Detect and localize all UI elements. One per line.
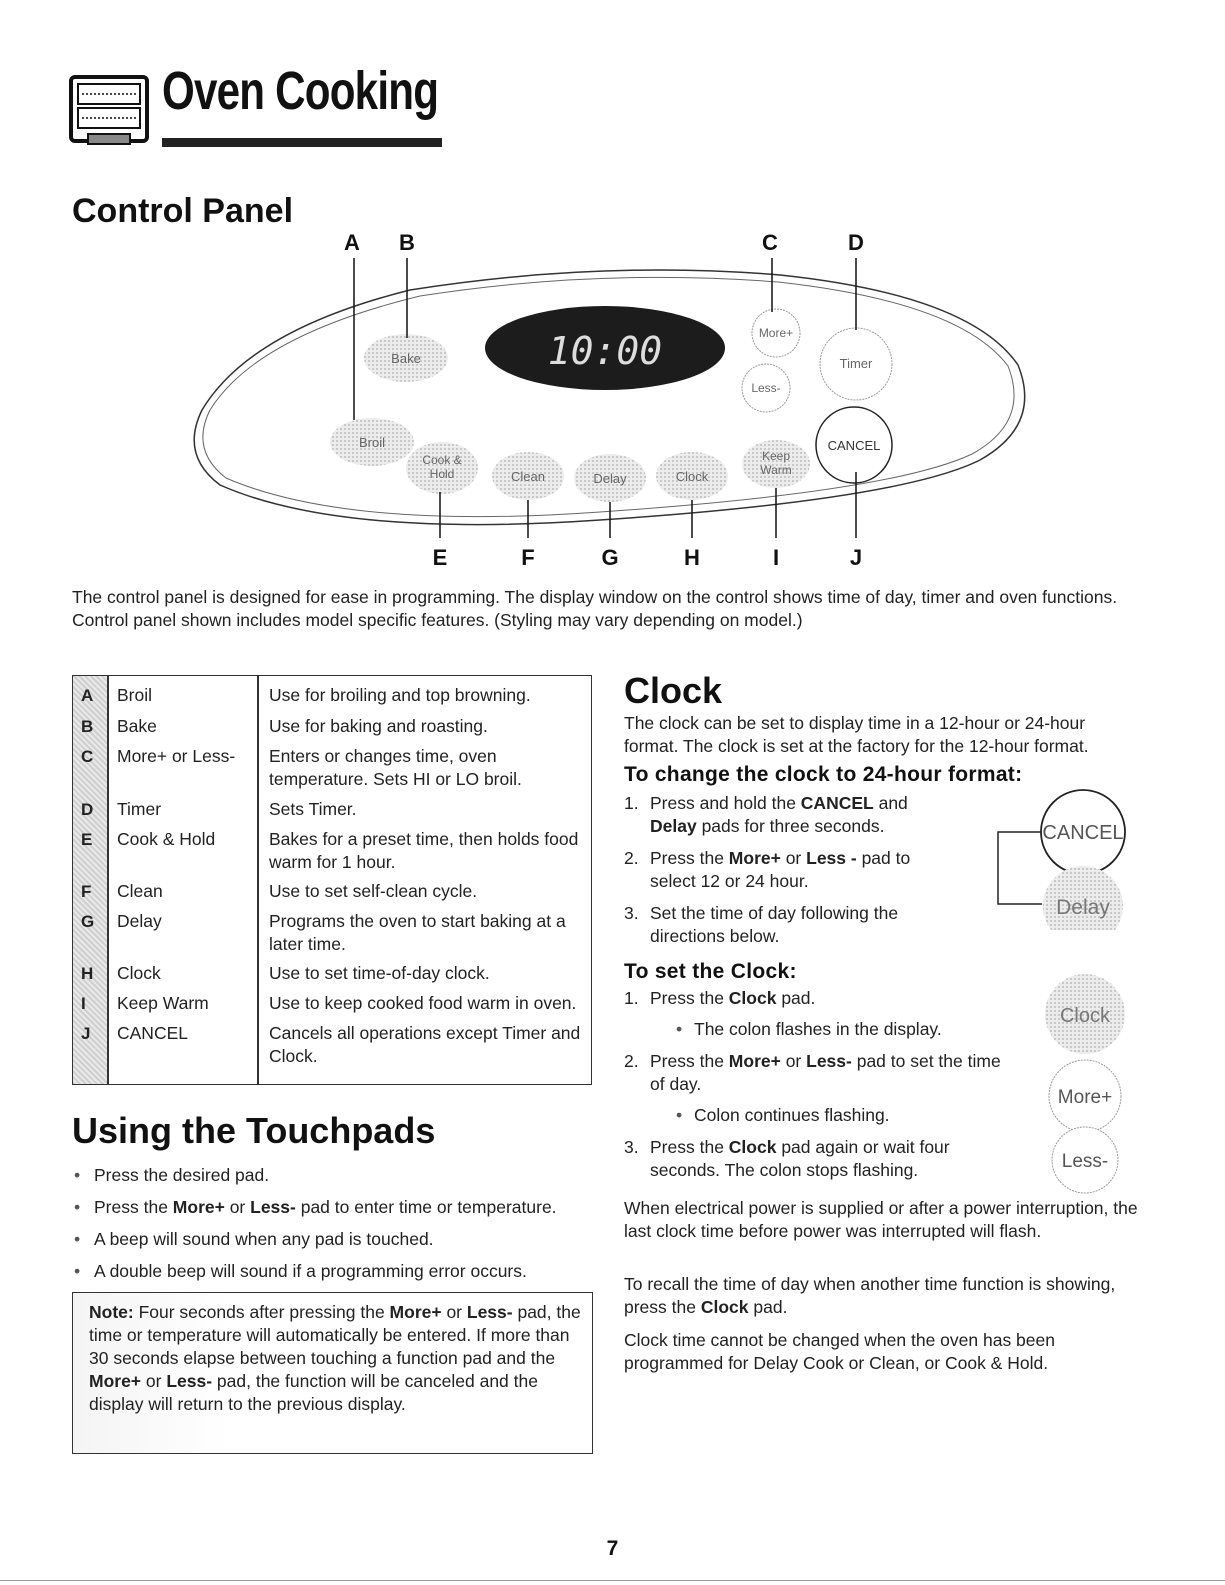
- list-item: • Press the desired pad.: [72, 1164, 602, 1196]
- change-24-heading: To change the clock to 24-hour format:: [624, 763, 1023, 786]
- list-item: 2. Press the More+ or Less- pad to set the time of day. • Colon continues flashing.: [624, 1050, 1004, 1127]
- list-item: 2. Press the More+ or Less - pad to select 12 or 24 hour.: [624, 848, 911, 891]
- callout-a: A: [344, 230, 360, 255]
- header-rule: [162, 138, 442, 147]
- clock-pad: [656, 452, 728, 500]
- svg-text:Delay: Delay: [593, 471, 627, 486]
- side-clock-label: Clock: [1059, 1005, 1111, 1027]
- side-cancel-label: CANCEL: [1042, 822, 1124, 844]
- clock-more-less-illustration: [1030, 970, 1140, 1195]
- callout-j: J: [849, 545, 863, 570]
- page-number: 7: [606, 1537, 619, 1560]
- callout-g: G: [601, 545, 619, 570]
- svg-text:More+: More+: [758, 326, 794, 340]
- more-pad: [752, 309, 800, 357]
- svg-text:Broil: Broil: [358, 435, 386, 450]
- keep-warm-pad: [742, 440, 810, 488]
- list-item: 1. Press the Clock pad. • The colon flashes in the display.: [624, 987, 1004, 1041]
- svg-text:Less-: Less-: [751, 381, 781, 395]
- delay-pad: [574, 454, 646, 502]
- svg-text:Clock: Clock: [675, 469, 709, 484]
- clock-paragraph: Clock time cannot be changed when the oven has been programmed for Delay Cook or Clean, or Cook & Hold.: [624, 1330, 1055, 1373]
- list-item: 3. Press the Clock pad again or wait four seconds. The colon stops flashing.: [624, 1137, 950, 1180]
- callout-h: H: [684, 545, 700, 570]
- side-more-label: More+: [1057, 1087, 1113, 1108]
- callout-f: F: [521, 545, 535, 570]
- svg-text:Keep: Keep: [761, 449, 791, 463]
- list-item: 1. Press and hold the CANCEL and Delay pads for three seconds.: [624, 793, 908, 836]
- control-panel-heading: Control Panel: [72, 192, 294, 230]
- bottom-rule: [0, 1580, 1225, 1581]
- svg-text:Bake: Bake: [391, 351, 421, 366]
- cancel-delay-illustration: [990, 780, 1140, 930]
- list-item: • A double beep will sound if a programming error occurs.: [72, 1260, 602, 1292]
- callout-i: I: [772, 545, 780, 570]
- cook-hold-pad: [406, 442, 478, 494]
- set-clock-steps: [624, 987, 1004, 1191]
- touchpads-heading: Using the Touchpads: [72, 1110, 436, 1151]
- list-item: • Press the More+ or Less- pad to enter time or temperature.: [72, 1196, 602, 1228]
- side-less-label: Less-: [1061, 1151, 1109, 1172]
- list-item: 3. Set the time of day following the directions below.: [624, 903, 899, 946]
- control-panel-diagram: [180, 220, 1040, 580]
- less-pad: [742, 364, 790, 412]
- svg-text:Warm: Warm: [760, 463, 792, 477]
- svg-text:Cook &: Cook &: [422, 453, 462, 467]
- svg-text:CANCEL: CANCEL: [827, 438, 881, 453]
- clock-paragraph: When electrical power is supplied or after a power interruption, the last clock time before power was interrupted will flash.: [624, 1198, 1138, 1241]
- feature-table: A Broil Use for broiling and top browning. B Bake Use for baking and roasting. C More+ or Less- Enters or changes time, oven temperature. Sets HI or LO broil. D Timer Sets Timer. E Cook & Hold Bakes for a preset time, then holds food warm for 1 hour. F Clean Use to set self-clean cycle. G Delay Programs the oven to start baking at a later time. H Clock Use to set time-of-day clock. I Keep Warm Use to keep cooked food warm in oven. J CANCEL Cancels all operations except Timer and Clock.: [72, 675, 592, 1085]
- oven-icon: [68, 74, 150, 150]
- broil-pad: [330, 418, 414, 466]
- callout-d: D: [848, 230, 864, 255]
- page-header-title: Oven Cooking: [162, 61, 439, 121]
- svg-text:Hold: Hold: [429, 467, 455, 481]
- panel-description: The control panel is designed for ease in programming. The display window on the control shows time of day, timer and oven functions. Control panel shown includes model specific features. (Styling may vary depending on model.): [72, 587, 1118, 630]
- clock-paragraph: To recall the time of day when another time function is showing, press the Clock pad.: [624, 1274, 1116, 1317]
- list-item: • A beep will sound when any pad is touched.: [72, 1228, 602, 1260]
- bake-pad: [364, 334, 448, 382]
- callout-b: B: [399, 230, 415, 255]
- svg-text:Timer: Timer: [839, 356, 873, 371]
- display-time: 10:00: [547, 329, 663, 373]
- clock-heading: Clock: [624, 670, 723, 711]
- callout-c: C: [762, 230, 778, 255]
- set-clock-heading: To set the Clock:: [624, 960, 797, 983]
- timer-pad: [820, 328, 892, 400]
- side-delay-label: Delay: [1056, 896, 1110, 919]
- touchpad-list: [72, 1164, 602, 1292]
- callout-e: E: [432, 545, 448, 570]
- cancel-pad: [816, 407, 892, 483]
- note-box: Note: Four seconds after pressing the More+ or Less- pad, the time or temperature will automatically be entered. If more than 30 seconds elapse between touching a function pad and the More+ or Less- pad, the function will be canceled and the display will return to the previous display.: [72, 1292, 593, 1454]
- change-24-steps: [624, 792, 954, 957]
- svg-text:Clean: Clean: [511, 469, 545, 484]
- clean-pad: [492, 452, 564, 500]
- clock-intro: The clock can be set to display time in a 12-hour or 24-hour format. The clock is set at the factory for the 12-hour format.: [624, 713, 1089, 756]
